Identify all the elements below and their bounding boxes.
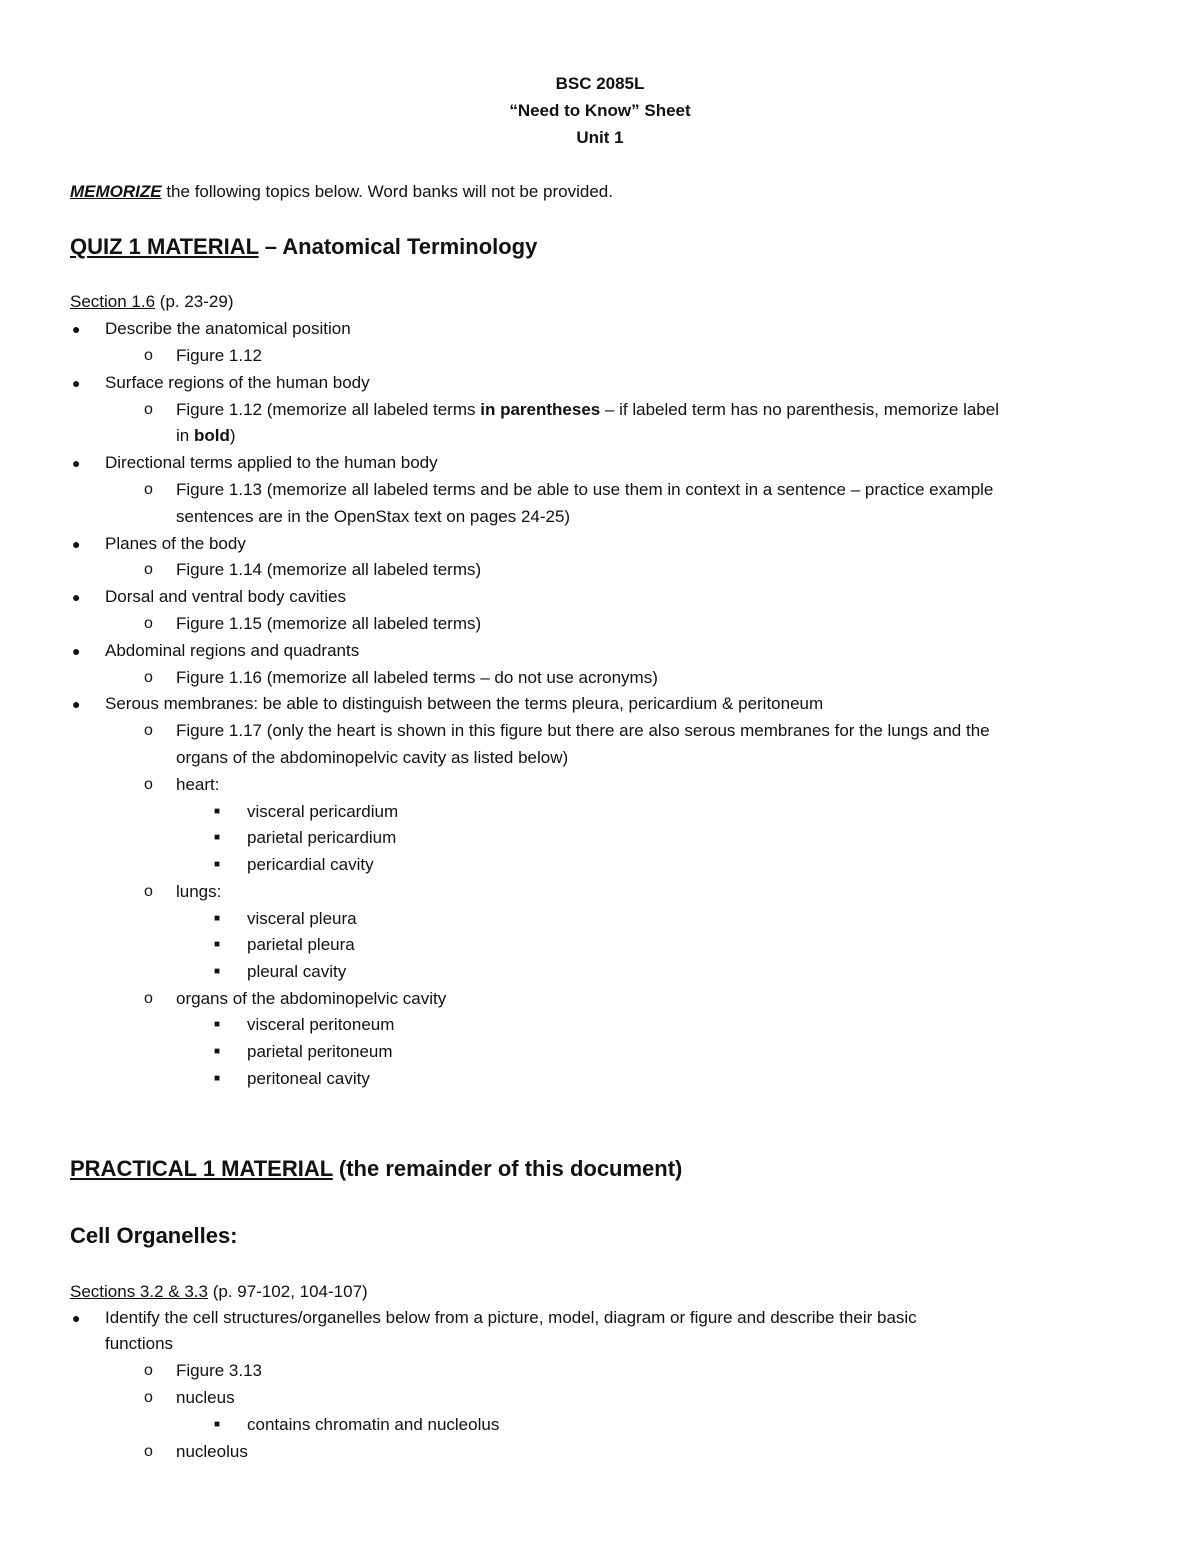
sub-list-item: nucleus [176,1388,235,1407]
sub-sub-list-item: parietal peritoneum [247,1042,393,1061]
sub-list-item: Figure 1.15 (memorize all labeled terms) [176,614,482,633]
circle-bullet-icon: o [144,401,153,418]
sub-list-item: heart: [176,775,220,794]
sub-list-item-continued: sentences are in the OpenStax text on pages 24-25) [176,507,571,526]
practical-heading [70,1154,682,1184]
sub-sub-list-item: visceral pericardium [247,802,399,821]
sub-list-item-continued: organs of the abdominopelvic cavity as listed below) [176,748,569,767]
bullet-icon: ● [72,643,81,659]
practical-heading-rest: (the remainder of this document) [332,1156,683,1181]
circle-bullet-icon: o [144,347,153,364]
text-span: Figure 1.12 (memorize all labeled terms [176,400,481,419]
list-item: Surface regions of the human body [105,373,370,392]
circle-bullet-icon: o [144,883,153,900]
sub-list-item: nucleolus [176,1442,248,1461]
memorize-label: MEMORIZE [70,182,162,201]
bold-text: bold [193,426,230,445]
sub-list-item: Figure 1.14 (memorize all labeled terms) [176,560,482,579]
quiz-section-pages: (p. 23-29) [155,292,234,311]
circle-bullet-icon: o [144,615,153,632]
square-bullet-icon: ■ [214,1419,221,1430]
bullet-icon: ● [72,1310,81,1326]
sub-sub-list-item: visceral peritoneum [247,1015,395,1034]
sub-list-item: Figure 1.17 (only the heart is shown in this figure but there are also serous membranes for the lungs and the [176,721,990,740]
sub-sub-list-item: parietal pleura [247,935,355,954]
bullet-icon: ● [72,589,81,605]
cell-organelles-heading: Cell Organelles: [70,1223,238,1248]
bullet-icon: ● [72,696,81,712]
square-bullet-icon: ■ [214,832,221,843]
square-bullet-icon: ■ [214,1073,221,1084]
practical-section-pages: (p. 97-102, 104-107) [207,1282,368,1301]
bullet-icon: ● [72,455,81,471]
square-bullet-icon: ■ [214,806,221,817]
course-code: BSC 2085L [555,74,645,93]
sub-list-item: Figure 1.13 (memorize all labeled terms and be able to use them in context in a sentence – practice example [176,480,994,499]
sheet-title: “Need to Know” Sheet [509,101,691,120]
square-bullet-icon: ■ [214,1046,221,1057]
circle-bullet-icon: o [144,1389,153,1406]
circle-bullet-icon: o [144,990,153,1007]
circle-bullet-icon: o [144,722,153,739]
quiz-heading-rest: – Anatomical Terminology [258,234,538,259]
bullet-icon: ● [72,536,81,552]
text-span: – if labeled term has no parenthesis, memorize label [600,400,999,419]
intro-text: the following topics below. Word banks will not be provided. [161,182,613,201]
practical-section-underlined: Sections 3.2 & 3.3 [70,1282,208,1301]
text-span: in [176,426,194,445]
list-item-continued: functions [105,1334,174,1353]
text-span: ) [229,426,236,445]
sub-sub-list-item: parietal pericardium [247,828,397,847]
sub-list-item: Figure 1.12 [176,346,262,365]
sub-sub-list-item: contains chromatin and nucleolus [247,1415,500,1434]
list-item: Abdominal regions and quadrants [105,641,360,660]
circle-bullet-icon: o [144,776,153,793]
sub-list-item: Figure 1.16 (memorize all labeled terms – do not use acronyms) [176,668,658,687]
circle-bullet-icon: o [144,1362,153,1379]
unit-label: Unit 1 [576,128,624,147]
quiz-section-underlined: Section 1.6 [70,292,156,311]
circle-bullet-icon: o [144,669,153,686]
practical-section-ref [70,1279,368,1305]
sub-list-item-continued [176,423,236,449]
intro-line [70,179,613,205]
sub-sub-list-item: peritoneal cavity [247,1069,370,1088]
sub-list-item: lungs: [176,882,222,901]
quiz-section-ref [70,289,234,315]
sub-list-item: Figure 3.13 [176,1361,262,1380]
circle-bullet-icon: o [144,1443,153,1460]
sub-sub-list-item: pleural cavity [247,962,347,981]
bullet-icon: ● [72,375,81,391]
bold-text: in parentheses [480,400,601,419]
square-bullet-icon: ■ [214,859,221,870]
list-item: Serous membranes: be able to distinguish between the terms pleura, pericardium & peritoneum [105,694,824,713]
square-bullet-icon: ■ [214,939,221,950]
sub-sub-list-item: pericardial cavity [247,855,374,874]
list-item: Dorsal and ventral body cavities [105,587,346,606]
sub-list-item [176,397,999,423]
circle-bullet-icon: o [144,481,153,498]
practical-heading-underlined: PRACTICAL 1 MATERIAL [70,1156,333,1181]
list-item: Planes of the body [105,534,246,553]
sub-sub-list-item: visceral pleura [247,909,357,928]
circle-bullet-icon: o [144,561,153,578]
bullet-icon: ● [72,321,81,337]
list-item: Directional terms applied to the human body [105,453,438,472]
square-bullet-icon: ■ [214,1019,221,1030]
quiz-heading [70,232,537,262]
square-bullet-icon: ■ [214,966,221,977]
square-bullet-icon: ■ [214,913,221,924]
list-item: Identify the cell structures/organelles below from a picture, model, diagram or figure and describe their basic [105,1308,917,1327]
list-item: Describe the anatomical position [105,319,351,338]
sub-list-item: organs of the abdominopelvic cavity [176,989,447,1008]
quiz-heading-underlined: QUIZ 1 MATERIAL [70,234,259,259]
